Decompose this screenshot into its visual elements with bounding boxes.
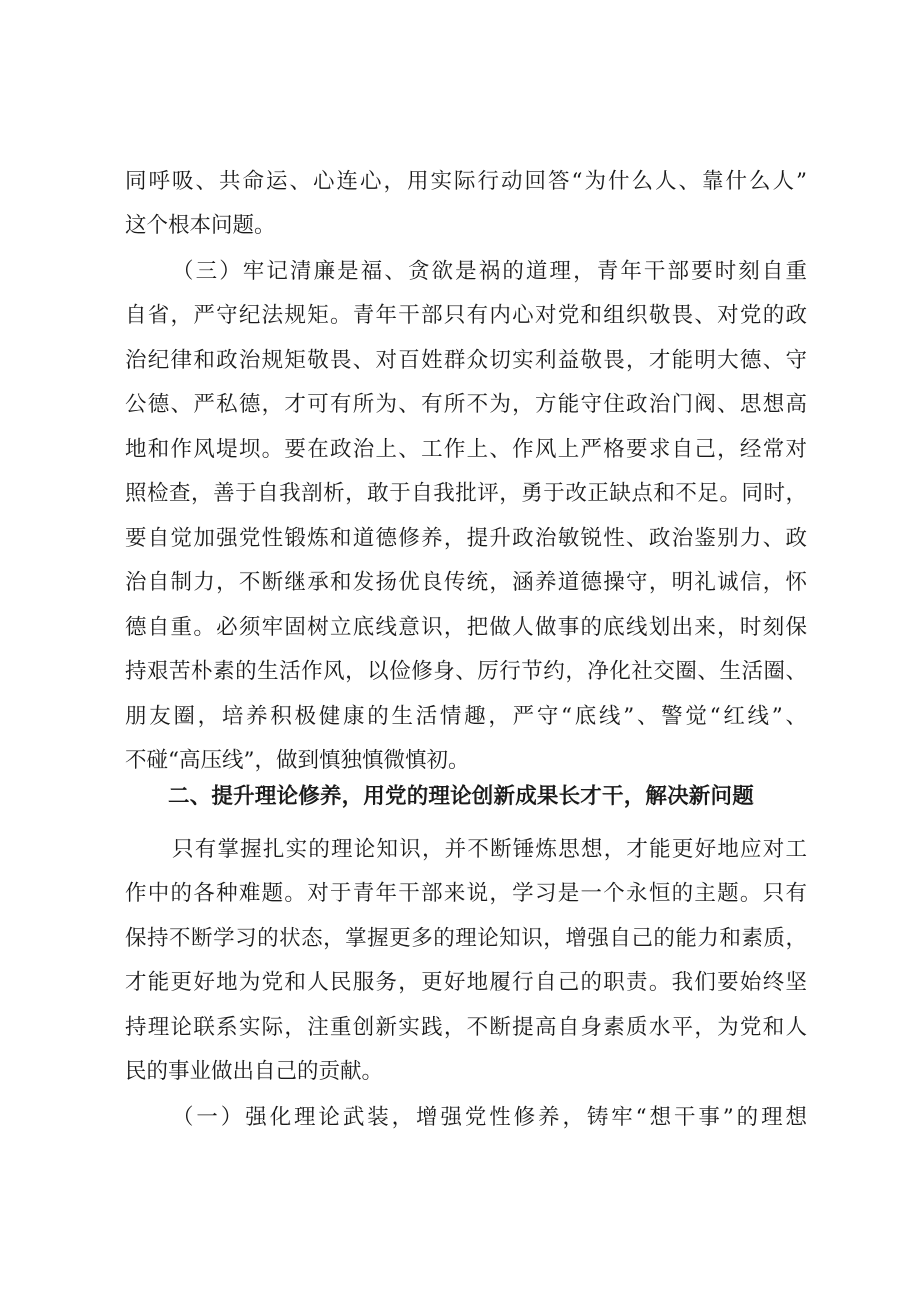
text-line: 作中的各种难题。对于青年干部来说，学习是一个永恒的主题。只有: [125, 881, 807, 906]
text-line: （三）牢记清廉是福、贪欲是祸的道理，青年干部要时刻自重: [172, 259, 807, 284]
text-line: 持理论联系实际，注重创新实践，不断提高自身素质水平，为党和人: [125, 1015, 807, 1040]
text-line: 只有掌握扎实的理论知识，并不断锤炼思想，才能更好地应对工: [172, 837, 807, 862]
text-line: （一）强化理论武装，增强党性修养，铸牢“想干事”的理想: [172, 1105, 807, 1130]
text-line: 要自觉加强党性锻炼和道德修养，提升政治敏锐性、政治鉴别力、政: [125, 526, 807, 551]
text-line: 朋友圈，培养积极健康的生活情趣，严守“底线”、警觉“红线”、: [125, 704, 807, 729]
text-line: 不碰“高压线”，做到慎独慎微慎初。: [125, 748, 470, 773]
text-line: 照检查，善于自我剖析，敢于自我批评，勇于改正缺点和不足。同时，: [125, 481, 807, 506]
text-line: 同呼吸、共命运、心连心，用实际行动回答“为什么人、靠什么人”: [125, 169, 807, 194]
text-line: 治自制力，不断继承和发扬优良传统，涵养道德操守，明礼诚信，怀: [125, 570, 807, 595]
text-line: 自省，严守纪法规矩。青年干部只有内心对党和组织敬畏、对党的政: [125, 303, 807, 328]
text-line: 地和作风堤坝。要在政治上、工作上、作风上严格要求自己，经常对: [125, 437, 807, 462]
text-line: 持艰苦朴素的生活作风，以俭修身、厉行节约，净化社交圈、生活圈、: [125, 659, 807, 684]
text-line: 治纪律和政治规矩敬畏、对百姓群众切实利益敬畏，才能明大德、守: [125, 348, 807, 373]
section-heading: 二、提升理论修养，用党的理论创新成果长才干，解决新问题: [168, 784, 754, 809]
text-line: 才能更好地为党和人民服务，更好地履行自己的职责。我们要始终坚: [125, 970, 807, 995]
text-line: 民的事业做出自己的贡献。: [125, 1059, 384, 1084]
text-line: 保持不断学习的状态，掌握更多的理论知识，增强自己的能力和素质，: [125, 926, 807, 951]
text-line: 这个根本问题。: [125, 213, 276, 238]
text-line: 公德、严私德，才可有所为、有所不为，方能守住政治门阀、思想高: [125, 392, 807, 417]
text-line: 德自重。必须牢固树立底线意识，把做人做事的底线划出来，时刻保: [125, 615, 807, 640]
